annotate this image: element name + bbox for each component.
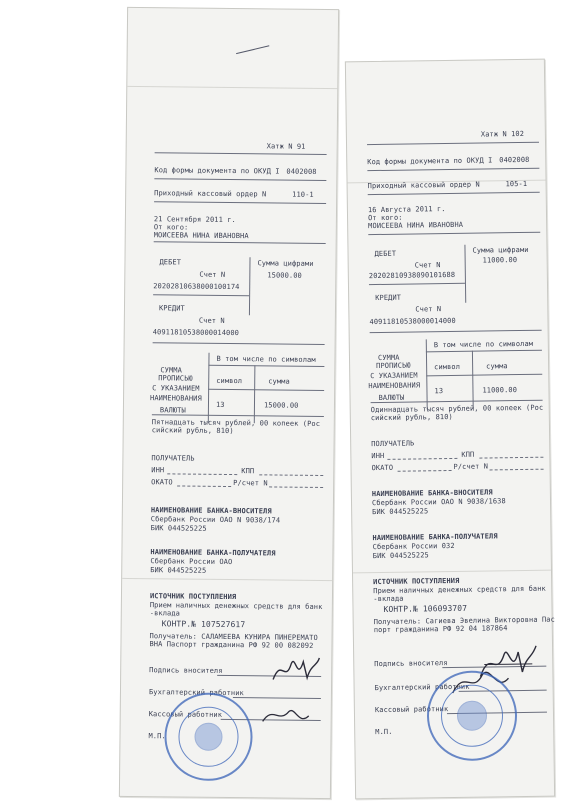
credit-label: КРЕДИТ	[158, 304, 185, 313]
symbol-value: 13	[215, 400, 225, 409]
receipt-slip-right	[345, 59, 555, 800]
debit-account-label: Счет N	[414, 261, 441, 270]
sum-column-label: сумма	[268, 377, 290, 386]
recipient-bank: Сбербанк России 032	[372, 541, 455, 552]
symbol-sum: 11000.00	[482, 386, 518, 395]
payer-name: МОИСЕЕВА НИНА ИВАНОВНА	[153, 231, 249, 241]
okud-label: Код формы документа по ОКУД I	[154, 166, 280, 176]
order-number: 110-1	[292, 190, 314, 199]
source-label: ИСТОЧНИК ПОСТУПЛЕНИЯ	[373, 576, 460, 587]
receipt-slip-left	[119, 7, 339, 799]
received-line2: порт гражданина РФ 92 04 187864	[373, 624, 508, 635]
symbol-value: 13	[434, 387, 444, 396]
inn-label: ИНН	[371, 451, 385, 461]
order-label: Приходный кассовый ордер N	[367, 180, 480, 191]
signature-payer	[271, 653, 321, 686]
rs-label: Р/счет N	[233, 479, 268, 488]
document-date: 21 Сентября 2011 г.	[153, 215, 236, 225]
amount-words-line1: Одиннадцать тысяч рублей, 00 копеек (Рос	[370, 403, 544, 415]
symbol-column-label: символ	[216, 376, 243, 386]
signature-cashier	[261, 703, 311, 728]
words-label-line4: НАИМЕНОВАНИЯ	[368, 381, 421, 391]
doc-number: Хатж N 102	[480, 129, 525, 139]
words-label-line5: ВАЛЮТЫ	[159, 406, 186, 415]
received-line1: Получатель: Сагиева Эвелина Викторовна Пас	[373, 615, 555, 627]
words-label-line5: ВАЛЮТЫ	[378, 393, 405, 402]
doc-number: Хатж N 91	[266, 142, 306, 151]
debit-account: 20202810938090101688	[368, 270, 456, 281]
amount-digits: 11000.00	[482, 256, 518, 265]
recipient-bik: БИК 044525225	[150, 566, 207, 575]
payer-name: МОИСЕЕВА НИНА ИВАНОВНА	[368, 220, 464, 231]
payer-bank-label: НАИМЕНОВАНИЕ БАНКА-ВНОСИТЕЛЯ	[150, 506, 272, 516]
credit-account-label: Счет N	[415, 305, 442, 314]
sum-column-label: сумма	[486, 362, 508, 371]
document-date: 16 Августа 2011 г.	[367, 205, 446, 215]
amount-digits-label: Сумма цифрами	[257, 259, 314, 268]
rs-label: Р/счет N	[453, 462, 489, 471]
from-label: От кого:	[153, 223, 189, 232]
okud-value: 0402008	[499, 155, 530, 165]
symbol-column-label: символ	[434, 362, 461, 372]
debit-account-label: Счет N	[199, 270, 226, 279]
source-line1: Прием наличных денежных средств для банк	[373, 584, 546, 596]
words-label-line3: С УКАЗАНИЕМ	[152, 384, 200, 393]
words-label-line2: ПРОПИСЬЮ	[376, 361, 411, 371]
sign-cashier-label: Кассовый работник	[374, 705, 449, 715]
sign-accountant-label: Бухгалтерский работник	[374, 682, 470, 693]
payer-bank: Сбербанк России ОАО N 9038/1638	[371, 497, 506, 508]
amount-words-line2: сийский рубль, 810)	[370, 412, 453, 423]
source-label: ИСТОЧНИК ПОСТУПЛЕНИЯ	[149, 592, 237, 602]
payer-bank-label: НАИМЕНОВАНИЕ БАНКА-ВНОСИТЕЛЯ	[371, 488, 493, 499]
inn-label: ИНН	[151, 466, 165, 475]
words-label-line2: ПРОПИСЬЮ	[158, 374, 193, 383]
bank-stamp-right	[426, 670, 517, 761]
debit-label: ДЕБЕТ	[374, 249, 397, 259]
contract-number: КОНТР.№ 106093707	[383, 603, 468, 614]
words-label-line1: СУММА	[160, 366, 182, 375]
incl-symbols-label: В том числе по символам	[433, 339, 534, 350]
sign-accountant-label: Бухгалтерский работник	[148, 688, 244, 698]
okato-label: ОКАТО	[371, 463, 394, 473]
from-label: От кого:	[367, 213, 403, 223]
payer-bik: БИК 044525225	[150, 524, 207, 533]
recipient-bank-label: НАИМЕНОВАНИЕ БАНКА-ПОЛУЧАТЕЛЯ	[372, 532, 498, 543]
order-number: 105-1	[505, 179, 528, 189]
mp-label: М.П.	[375, 727, 393, 737]
source-line1: Прием наличных денежных средств для банк	[149, 601, 323, 611]
credit-account: 40911810538000014000	[152, 328, 240, 338]
words-label-line3: С УКАЗАНИЕМ	[370, 371, 418, 381]
credit-account-label: Счет N	[198, 316, 225, 325]
amount-digits: 15000.00	[267, 271, 302, 280]
words-label-line4: НАИМЕНОВАНИЯ	[150, 394, 202, 403]
source-line2: -вклада	[149, 609, 181, 618]
recipient-bik: БИК 044525225	[372, 551, 429, 561]
sign-payer-label: Подпись вносителя	[374, 659, 448, 669]
recipient-label: ПОЛУЧАТЕЛЬ	[151, 454, 195, 463]
order-label: Приходный кассовый ордер N	[154, 189, 267, 199]
bank-stamp-left	[164, 692, 253, 781]
sign-payer-label: Подпись вносителя	[149, 666, 223, 675]
symbol-sum: 15000.00	[263, 401, 299, 410]
amount-digits-label: Сумма цифрами	[472, 245, 529, 255]
mp-label: М.П.	[148, 732, 166, 741]
recipient-label: ПОЛУЧАТЕЛЬ	[371, 439, 415, 449]
okud-value: 0402008	[286, 167, 317, 176]
payer-bank: Сбербанк России ОАО N 9038/174	[150, 515, 281, 525]
recipient-bank: Сбербанк России ОАО	[150, 557, 233, 567]
received-line2: ВНА Паспорт гражданина РФ 92 00 082092	[149, 640, 314, 650]
amount-words-line1: Пятнадцать тысяч рублей, 00 копеек (Рос	[151, 418, 321, 428]
okud-label: Код формы документа по ОКУД I	[367, 156, 493, 167]
incl-symbols-label: В том числе по символам	[216, 354, 316, 364]
debit-account: 20202810638000100174	[153, 282, 240, 292]
contract-number: КОНТР.№ 107527617	[161, 619, 246, 630]
received-line1: Получатель: САЛАМЕЕВА КУНИРА ПИНЕРЕМАТО	[149, 632, 318, 642]
payer-bik: БИК 044525225	[372, 507, 429, 517]
credit-label: КРЕДИТ	[375, 293, 402, 303]
words-label-line1: СУММА	[377, 353, 400, 362]
recipient-bank-label: НАИМЕНОВАНИЕ БАНКА-ПОЛУЧАТЕЛЯ	[150, 548, 276, 558]
source-line2: -вклада	[373, 594, 404, 604]
amount-words-line2: сийский рубль, 810)	[151, 426, 234, 436]
sign-cashier-label: Кассовый работник	[148, 710, 223, 719]
kpp-label: КПП	[241, 467, 255, 476]
okato-label: ОКАТО	[151, 478, 173, 487]
debit-label: ДЕБЕТ	[159, 258, 182, 267]
credit-account: 40911810538000014000	[369, 316, 456, 327]
kpp-label: КПП	[461, 450, 475, 459]
